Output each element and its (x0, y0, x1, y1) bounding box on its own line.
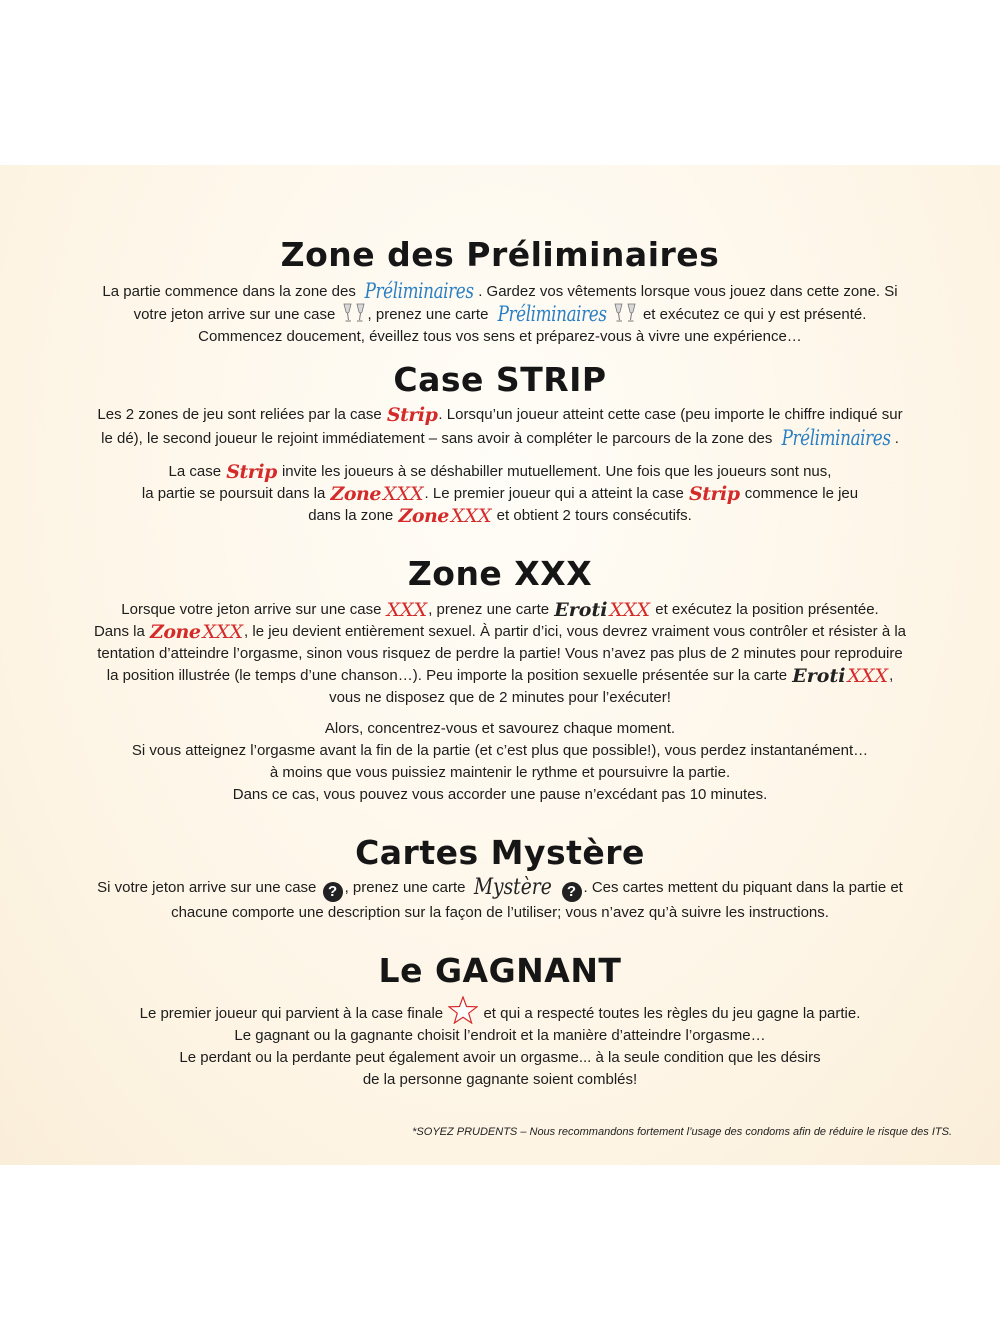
text: , prenez une carte (367, 306, 489, 323)
text-line (0, 877, 1000, 902)
champagne-glasses-icon (612, 303, 638, 323)
xxx-word: XXX (202, 621, 244, 643)
section-preliminaires (0, 236, 1000, 348)
text: Les 2 zones de jeu sont reliées par la case (97, 406, 382, 423)
text-line (0, 404, 1000, 426)
xxx-word: XXX (386, 599, 428, 621)
strip-word: Strip (226, 461, 277, 483)
text: . Ces cartes mettent du piquant dans la partie et (583, 879, 903, 896)
section-zone-xxx (0, 555, 1000, 806)
text: , prenez une carte (344, 879, 466, 896)
section-gagnant (0, 952, 1000, 1091)
eroti-word: Eroti (554, 599, 608, 621)
preliminaires-word: Préliminaires (781, 426, 891, 450)
text: . Lorsqu’un joueur atteint cette case (peu importe le chiffre indiqué sur (438, 406, 903, 423)
text-line (0, 665, 1000, 687)
text: votre jeton arrive sur une case (133, 306, 336, 323)
text: La case (168, 463, 222, 480)
text: et qui a respecté toutes les règles du jeu gagne la partie. (483, 1005, 861, 1022)
text: La partie commence dans la zone des (102, 283, 356, 300)
text: Le premier joueur qui parvient à la case finale (139, 1005, 444, 1022)
text-line: à moins que vous puissiez maintenir le rythme et poursuivre la partie. (269, 764, 731, 781)
section-strip (0, 361, 1000, 527)
strip-word: Strip (386, 404, 438, 426)
text-line: Commencez doucement, éveillez tous vos sens et préparez-vous à vivre une expérience… (198, 328, 802, 345)
text-line (0, 599, 1000, 621)
text: Lorsque votre jeton arrive sur une case (121, 601, 382, 618)
text: la position illustrée (le temps d’une chanson…). Peu importe la position sexuelle présentée sur la carte (106, 667, 788, 684)
eroti-word: Eroti (792, 665, 846, 687)
text-line: Le gagnant ou la gagnante choisit l’endroit et la manière d’atteindre l’orgasme… (234, 1027, 766, 1044)
xxx-word: XXX (382, 483, 424, 505)
text-line: Le perdant ou la perdante peut également avoir un orgasme... à la seule condition que les désirs (179, 1049, 821, 1066)
text: , le jeu devient entièrement sexuel. À partir d’ici, vous devrez vraiment vous contrôler et résister à la (244, 623, 907, 640)
text: Dans la (93, 623, 145, 640)
text-line: Dans ce cas, vous pouvez vous accorder une pause n’excédant pas 10 minutes. (232, 786, 768, 803)
text-line: Si vous atteignez l’orgasme avant la fin de la partie (et c’est plus que possible!), vous perdez instantanément… (131, 742, 869, 759)
text: , prenez une carte (428, 601, 550, 618)
text-line (0, 461, 1000, 483)
mystere-word: Mystère (473, 875, 552, 900)
xxx-word: XXX (609, 599, 651, 621)
text: . Gardez vos vêtements lorsque vous jouez dans cette zone. Si (478, 283, 898, 300)
footnote: *SOYEZ PRUDENTS – Nous recommandons fortement l’usage des condoms afin de réduire le risque des ITS. (412, 1126, 952, 1138)
section-title: Zone XXX (407, 554, 593, 593)
text: , (889, 667, 894, 684)
preliminaires-word: Préliminaires (497, 302, 607, 326)
text-line (0, 281, 1000, 303)
text: commence le jeu (744, 485, 859, 502)
text: le dé), le second joueur le rejoint immédiatement – sans avoir à compléter le parcours de la zone des (101, 430, 773, 447)
section-title: Zone des Préliminaires (280, 235, 720, 274)
text: . Le premier joueur qui a atteint la case (424, 485, 684, 502)
zone-word: Zone (330, 483, 381, 505)
text: la partie se poursuit dans la (141, 485, 326, 502)
xxx-word: XXX (450, 505, 492, 527)
section-title: Le GAGNANT (378, 951, 622, 990)
text: . (894, 430, 899, 447)
question-mark-icon: ? (323, 882, 343, 902)
section-mystere (0, 834, 1000, 924)
text-line: tentation d’atteindre l’orgasme, sinon vous risquez de perdre la partie! Vous n’avez pas plus de 2 minutes pour reproduire (97, 645, 903, 662)
text-line (0, 996, 1000, 1025)
text-line (0, 621, 1000, 643)
text-line: Alors, concentrez-vous et savourez chaque moment. (324, 720, 676, 737)
preliminaires-word: Préliminaires (364, 279, 474, 303)
text: invite les joueurs à se déshabiller mutuellement. Une fois que les joueurs sont nus, (281, 463, 832, 480)
text: et exécutez ce qui y est présenté. (642, 306, 867, 323)
text: et obtient 2 tours consécutifs. (496, 507, 692, 524)
text: Si votre jeton arrive sur une case (97, 879, 317, 896)
text-line: chacune comporte une description sur la façon de l’utiliser; vous n’avez qu’à suivre les instructions. (171, 904, 829, 921)
text-line (0, 426, 1000, 452)
text-line (0, 483, 1000, 505)
text-line (0, 303, 1000, 326)
xxx-word: XXX (847, 665, 889, 687)
text: dans la zone (308, 507, 394, 524)
text-line: vous ne disposez que de 2 minutes pour l’exécuter! (329, 689, 671, 706)
question-mark-icon: ? (562, 882, 582, 902)
text: et exécutez la position présentée. (655, 601, 879, 618)
section-title: Case STRIP (393, 360, 607, 399)
strip-word: Strip (689, 483, 740, 505)
zone-word: Zone (150, 621, 201, 643)
section-title: Cartes Mystère (355, 833, 645, 872)
text-line: de la personne gagnante soient comblés! (362, 1071, 638, 1088)
text-line (0, 505, 1000, 527)
zone-word: Zone (398, 505, 449, 527)
star-outline-icon (448, 996, 478, 1024)
champagne-glasses-icon (341, 303, 367, 323)
